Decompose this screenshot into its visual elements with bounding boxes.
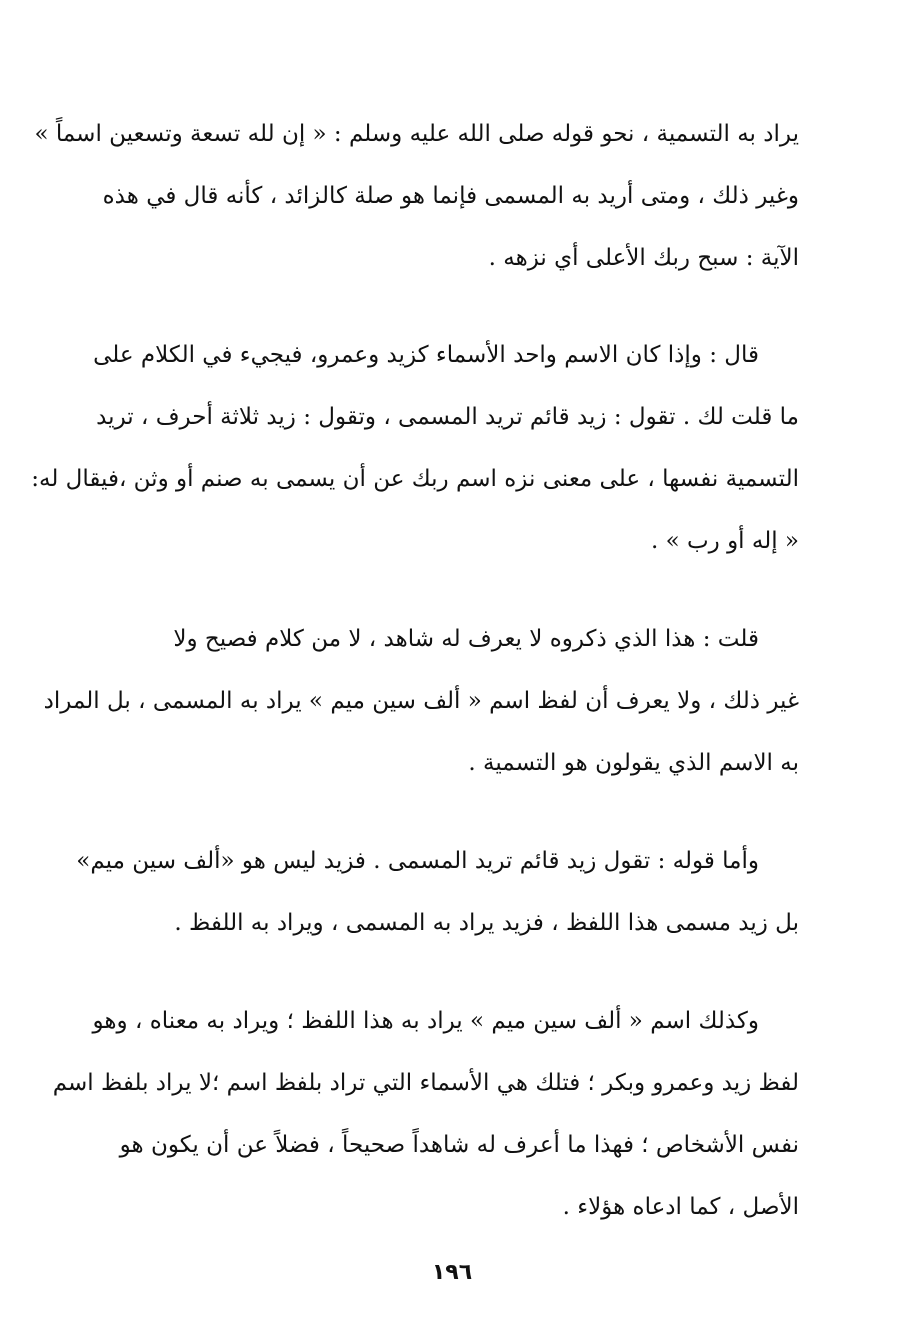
text-line: التسمية نفسها ، على معنى نزه اسم ربك عن أن يسمى به صنم أو وثن ،فيقال له: bbox=[31, 466, 799, 492]
text-line: غير ذلك ، ولا يعرف أن لفظ اسم « ألف سين ميم » يراد به المسمى ، بل المراد bbox=[43, 688, 799, 714]
text-line: وغير ذلك ، ومتى أريد به المسمى فإنما هو صلة كالزائد ، كأنه قال في هذه bbox=[102, 183, 799, 209]
text-line: ما قلت لك . تقول : زيد قائم تريد المسمى ، وتقول : زيد ثلاثة أحرف ، تريد bbox=[96, 404, 799, 430]
text-line: يراد به التسمية ، نحو قوله صلى الله عليه وسلم : « إن لله تسعة وتسعين اسماً » bbox=[34, 121, 799, 147]
text-line: لفظ زيد وعمرو وبكر ؛ فتلك هي الأسماء التي تراد بلفظ اسم ؛لا يراد بلفظ اسم bbox=[52, 1070, 799, 1096]
text-line: به الاسم الذي يقولون هو التسمية . bbox=[468, 750, 799, 776]
paragraph-5 bbox=[52, 990, 799, 1238]
text-line: وأما قوله : تقول زيد قائم تريد المسمى . فزيد ليس هو «ألف سين ميم» bbox=[76, 848, 759, 874]
text-line: بل زيد مسمى هذا اللفظ ، فزيد يراد به المسمى ، ويراد به اللفظ . bbox=[174, 910, 799, 936]
text-line: « إله أو رب » . bbox=[651, 528, 799, 554]
page-number: ١٩٦ bbox=[431, 1260, 473, 1285]
paragraph-4 bbox=[76, 830, 799, 954]
text-line: الأصل ، كما ادعاه هؤلاء . bbox=[562, 1194, 799, 1220]
paragraph-3 bbox=[43, 608, 799, 794]
text-line: قال : وإذا كان الاسم واحد الأسماء كزيد وعمرو، فيجيء في الكلام على bbox=[93, 342, 759, 368]
text-line: وكذلك اسم « ألف سين ميم » يراد به هذا اللفظ ؛ ويراد به معناه ، وهو bbox=[92, 1008, 759, 1034]
paragraph-1 bbox=[34, 103, 799, 289]
text-line: نفس الأشخاص ؛ فهذا ما أعرف له شاهداً صحيحاً ، فضلاً عن أن يكون هو bbox=[119, 1132, 799, 1158]
paragraph-2 bbox=[31, 324, 799, 572]
text-line: الآية : سبح ربك الأعلى أي نزهه . bbox=[488, 245, 799, 271]
text-line: قلت : هذا الذي ذكروه لا يعرف له شاهد ، لا من كلام فصيح ولا bbox=[173, 626, 759, 652]
